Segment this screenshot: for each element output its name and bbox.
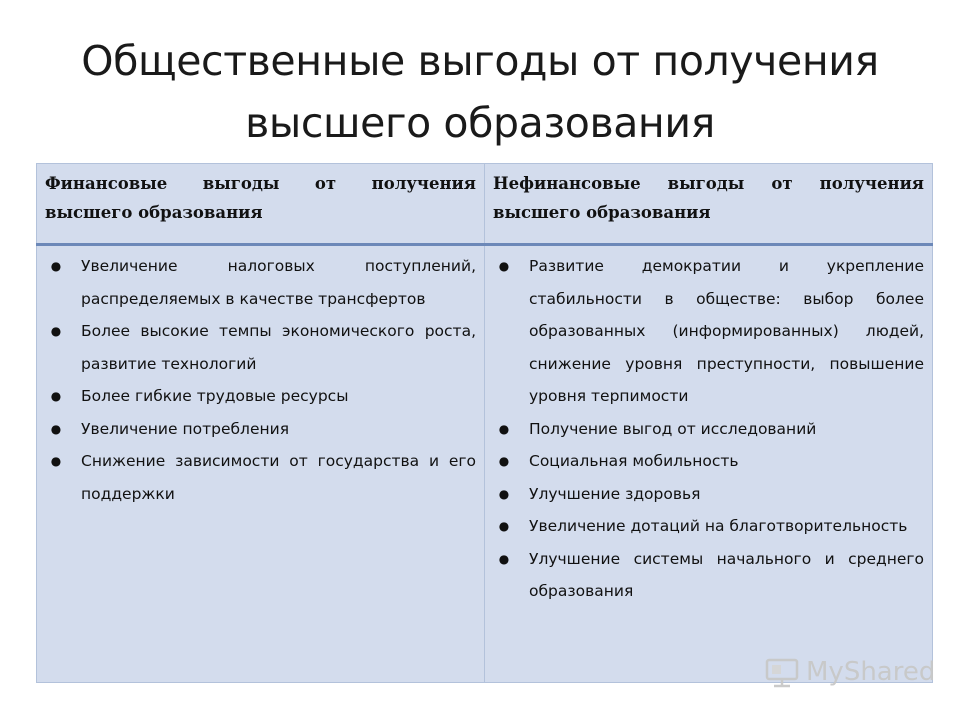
- bullet-icon: ●: [50, 454, 62, 468]
- list-item: [493, 478, 924, 511]
- list-item: [45, 380, 476, 413]
- bullet-icon: ●: [50, 389, 62, 403]
- bullet-icon: ●: [50, 421, 62, 436]
- bullet-icon: ●: [498, 519, 510, 533]
- list-item-text: Более высокие темпы экономического роста, развитие технологий: [81, 322, 476, 373]
- list-item: [493, 445, 924, 478]
- list-item-text: Увеличение налоговых поступлений, распределяемых в качестве трансфертов: [81, 257, 476, 308]
- list-item-text: Получение выгод от исследований: [529, 419, 817, 438]
- list-item-text: Развитие демократии и укрепление стабильности в обществе: выбор более образованных (информированных) людей, снижение уровня преступности, повышение уровня терпимости: [529, 257, 924, 405]
- list-item-text: Снижение зависимости от государства и его поддержки: [81, 452, 476, 503]
- list-item: [45, 315, 476, 380]
- bullet-icon: ●: [50, 259, 62, 273]
- list-item-text: Улучшение здоровья: [529, 484, 701, 503]
- watermark-text: MyShared: [806, 657, 936, 687]
- list-item-text: Увеличение потребления: [81, 419, 290, 438]
- bullet-icon: ●: [498, 486, 510, 501]
- myshared-watermark: [764, 654, 935, 690]
- list-item: [493, 413, 924, 446]
- list-item: [493, 510, 924, 543]
- table-body-row: [37, 245, 933, 683]
- bullet-icon: ●: [498, 259, 510, 273]
- list-item-text: Социальная мобильность: [529, 452, 739, 470]
- financial-benefits-list: [45, 250, 476, 510]
- list-item: [45, 413, 476, 446]
- presentation-screen-icon: [764, 656, 800, 688]
- slide-title-line-1: Общественные выгоды от получения: [81, 37, 879, 85]
- table-header-row: [37, 164, 933, 245]
- list-item-text: Улучшение системы начального и среднего образования: [529, 549, 924, 600]
- bullet-icon: ●: [498, 421, 510, 436]
- list-item: [45, 445, 476, 510]
- list-item-text: Увеличение дотаций на благотворительность: [529, 517, 908, 535]
- header-nonfinancial-benefits: Нефинансовые выгоды от получения высшего образования: [485, 164, 933, 245]
- list-item: [493, 543, 924, 608]
- list-item: [45, 250, 476, 315]
- header-financial-benefits: Финансовые выгоды от получения высшего образования: [37, 164, 485, 245]
- comparison-table: [36, 163, 933, 683]
- nonfinancial-benefits-list: [493, 250, 924, 608]
- slide-title-line-2: высшего образования: [245, 99, 715, 147]
- financial-benefits-cell: [37, 245, 485, 683]
- nonfinancial-benefits-cell: [485, 245, 933, 683]
- bullet-icon: ●: [50, 324, 62, 338]
- bullet-icon: ●: [498, 454, 510, 468]
- slide-title: [0, 30, 960, 154]
- bullet-icon: ●: [498, 551, 510, 566]
- list-item-text: Более гибкие трудовые ресурсы: [81, 387, 349, 405]
- list-item: [493, 250, 924, 413]
